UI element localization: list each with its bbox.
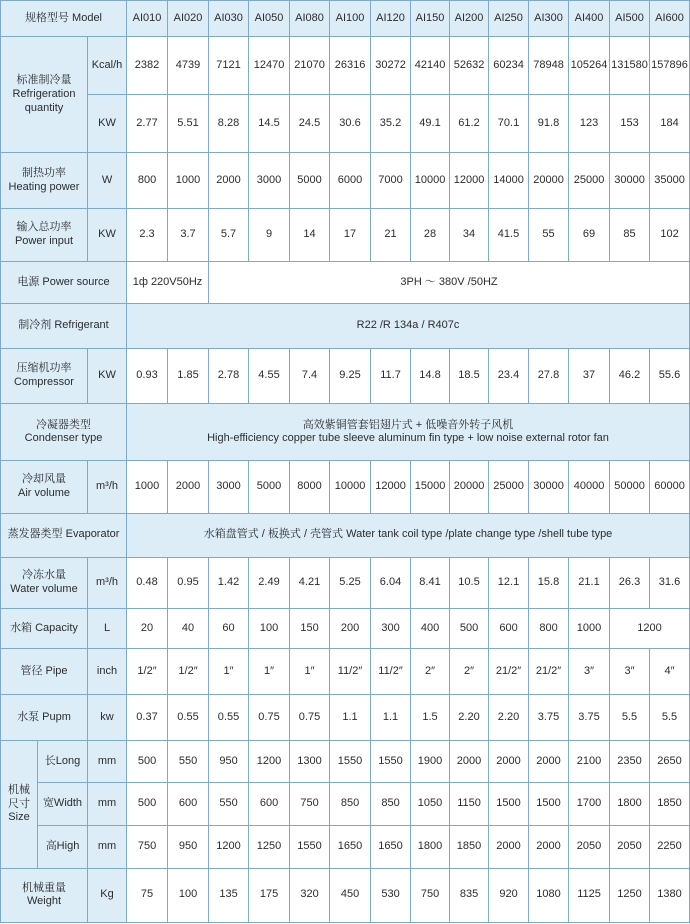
value-cell: 21 — [371, 208, 411, 261]
value-cell: 50000 — [610, 461, 650, 513]
value-cell: 40000 — [569, 461, 610, 513]
compressor-label-cn: 压缩机功率 — [16, 362, 72, 375]
value-cell: 70.1 — [489, 95, 529, 153]
value-cell: 5.25 — [330, 557, 371, 608]
value-cell: 18.5 — [450, 349, 489, 404]
value-cell: 30.6 — [330, 95, 371, 153]
compressor-label — [1, 349, 88, 404]
value-cell: 1700 — [569, 783, 610, 825]
value-cell: 2000 — [489, 825, 529, 868]
value-cell: 1800 — [411, 825, 450, 868]
value-cell: 850 — [330, 783, 371, 825]
value-cell: 920 — [489, 868, 529, 922]
value-cell: 24.5 — [290, 95, 330, 153]
value-cell: 3000 — [249, 153, 290, 208]
value-cell: 400 — [411, 608, 450, 648]
unit-cell: Kcal/h — [88, 37, 127, 95]
power-input-label — [1, 208, 88, 261]
value-cell: 0.55 — [209, 695, 249, 741]
unit-cell: L — [88, 608, 127, 648]
value-cell: 105264 — [569, 37, 610, 95]
size-label-en: Size — [8, 811, 30, 824]
refrigeration-kcal-row — [1, 37, 690, 95]
water-volume-label — [1, 557, 88, 608]
model-cell: AI150 — [411, 1, 450, 37]
value-cell: 2.20 — [450, 695, 489, 741]
value-cell: 1900 — [411, 741, 450, 783]
model-cell: AI080 — [290, 1, 330, 37]
water-volume-label-en: Water volume — [10, 582, 78, 595]
value-cell: 28 — [411, 208, 450, 261]
value-cell: 5.7 — [209, 208, 249, 261]
value-cell: 5.51 — [168, 95, 209, 153]
heating-label-cn: 制热功率 — [22, 166, 66, 179]
value-cell: 0.95 — [168, 557, 209, 608]
value-cell: 3000 — [209, 461, 249, 513]
value-cell: 5.5 — [650, 695, 690, 741]
value-cell: 11.7 — [371, 349, 411, 404]
value-cell: 78948 — [529, 37, 569, 95]
refrigerant-label: 制冷剂 Refrigerant — [1, 303, 127, 348]
value-cell: 950 — [209, 741, 249, 783]
value-cell: 0.93 — [127, 349, 168, 404]
value-cell: 2100 — [569, 741, 610, 783]
evaporator-row — [1, 513, 690, 557]
value-cell: 2.77 — [127, 95, 168, 153]
model-cell: AI010 — [127, 1, 168, 37]
value-cell: 30272 — [371, 37, 411, 95]
value-cell: 30000 — [610, 153, 650, 208]
value-cell: 14.8 — [411, 349, 450, 404]
value-cell: 200 — [330, 608, 371, 648]
water-volume-row — [1, 557, 690, 608]
unit-cell: KW — [88, 208, 127, 261]
value-cell: 131580 — [610, 37, 650, 95]
value-cell: 0.75 — [249, 695, 290, 741]
value-cell: 750 — [290, 783, 330, 825]
refrigeration-label-en: Refrigeration quantity — [12, 87, 76, 114]
value-cell: 21.1 — [569, 557, 610, 608]
value-cell: 530 — [371, 868, 411, 922]
value-cell: 4.21 — [290, 557, 330, 608]
value-cell: 1300 — [290, 741, 330, 783]
value-cell: 1000 — [569, 608, 610, 648]
value-cell: 3.7 — [168, 208, 209, 261]
size-label-cn: 机械尺寸 — [8, 783, 30, 810]
value-cell: 1/2″ — [168, 649, 209, 695]
power-source-three: 3PH ～ 380V /50HZ — [209, 261, 690, 303]
value-cell: 1080 — [529, 868, 569, 922]
value-cell: 1250 — [249, 825, 290, 868]
value-cell: 6000 — [330, 153, 371, 208]
value-cell: 9 — [249, 208, 290, 261]
condenser-row — [1, 404, 690, 461]
compressor-label-en: Compressor — [14, 376, 74, 389]
value-cell: 184 — [650, 95, 690, 153]
value-cell: 1550 — [290, 825, 330, 868]
value-cell: 37 — [569, 349, 610, 404]
value-cell: 1550 — [330, 741, 371, 783]
value-cell: 5.5 — [610, 695, 650, 741]
refrigeration-label — [1, 37, 88, 153]
value-cell: 46.2 — [610, 349, 650, 404]
value-cell: 1200 — [249, 741, 290, 783]
refrigeration-label-cn: 标准制冷量 — [16, 74, 72, 87]
value-cell: 12000 — [450, 153, 489, 208]
value-cell: 2000 — [529, 825, 569, 868]
value-cell: 950 — [168, 825, 209, 868]
value-cell: 20000 — [529, 153, 569, 208]
weight-label — [1, 868, 88, 922]
value-cell: 14000 — [489, 153, 529, 208]
value-cell: 10000 — [411, 153, 450, 208]
value-cell: 500 — [450, 608, 489, 648]
value-cell: 2000 — [450, 741, 489, 783]
heating-label-en: Heating power — [8, 180, 80, 193]
model-cell: AI120 — [371, 1, 411, 37]
air-volume-label-cn: 冷却风量 — [22, 473, 66, 486]
value-cell: 21/2″ — [489, 649, 529, 695]
value-cell: 8.41 — [411, 557, 450, 608]
power-input-row — [1, 208, 690, 261]
value-cell: 153 — [610, 95, 650, 153]
value-cell: 157896 — [650, 37, 690, 95]
value-cell: 7121 — [209, 37, 249, 95]
unit-cell: m³/h — [88, 461, 127, 513]
value-cell: 17 — [330, 208, 371, 261]
condenser-value — [127, 404, 690, 461]
value-cell: 91.8 — [529, 95, 569, 153]
value-cell: 41.5 — [489, 208, 529, 261]
value-cell: 30000 — [529, 461, 569, 513]
power-source-row — [1, 261, 690, 303]
value-cell: 11/2″ — [330, 649, 371, 695]
value-cell: 27.8 — [529, 349, 569, 404]
value-cell: 1000 — [127, 461, 168, 513]
value-cell: 1″ — [249, 649, 290, 695]
value-cell: 1.42 — [209, 557, 249, 608]
model-cell: AI250 — [489, 1, 529, 37]
value-cell: 2.3 — [127, 208, 168, 261]
value-cell: 2050 — [569, 825, 610, 868]
value-cell: 3.75 — [569, 695, 610, 741]
value-cell: 20000 — [450, 461, 489, 513]
value-cell: 2″ — [411, 649, 450, 695]
condenser-label-en: Condenser type — [24, 432, 103, 445]
value-cell: 52632 — [450, 37, 489, 95]
power-input-label-en: Power input — [14, 234, 74, 247]
value-cell: 40 — [168, 608, 209, 648]
capacity-row — [1, 608, 690, 648]
value-cell: 320 — [290, 868, 330, 922]
value-cell: 600 — [489, 608, 529, 648]
refrigerant-row — [1, 303, 690, 348]
model-cell: AI050 — [249, 1, 290, 37]
value-cell: 1″ — [209, 649, 249, 695]
value-cell: 2.20 — [489, 695, 529, 741]
value-cell: 3.75 — [529, 695, 569, 741]
power-source-label: 电源 Power source — [1, 261, 127, 303]
value-cell: 3″ — [569, 649, 610, 695]
model-label: 规格型号 Model — [1, 1, 127, 37]
value-cell: 750 — [127, 825, 168, 868]
size-high-label: 高High — [38, 825, 88, 868]
value-cell: 0.37 — [127, 695, 168, 741]
value-cell: 1850 — [650, 783, 690, 825]
value-cell: 21070 — [290, 37, 330, 95]
unit-cell: KW — [88, 95, 127, 153]
size-width-label: 宽Width — [38, 783, 88, 825]
value-cell: 26.3 — [610, 557, 650, 608]
value-cell: 300 — [371, 608, 411, 648]
value-cell: 25000 — [489, 461, 529, 513]
condenser-label — [1, 404, 127, 461]
value-cell: 835 — [450, 868, 489, 922]
value-cell: 69 — [569, 208, 610, 261]
value-cell: 850 — [371, 783, 411, 825]
unit-cell: m³/h — [88, 557, 127, 608]
size-high-row — [1, 825, 690, 868]
value-cell: 35000 — [650, 153, 690, 208]
evaporator-value: 水箱盘管式 / 板换式 / 壳管式 Water tank coil type /plate change type /shell tube type — [127, 513, 690, 557]
compressor-row — [1, 349, 690, 404]
value-cell: 2650 — [650, 741, 690, 783]
size-long-label: 长Long — [38, 741, 88, 783]
value-cell: 11/2″ — [371, 649, 411, 695]
capacity-label: 水箱 Capacity — [1, 608, 88, 648]
value-cell: 42140 — [411, 37, 450, 95]
water-volume-label-cn: 冷冻水量 — [22, 569, 66, 582]
value-cell: 10000 — [330, 461, 371, 513]
value-cell: 100 — [249, 608, 290, 648]
value-cell: 550 — [209, 783, 249, 825]
value-cell: 500 — [127, 741, 168, 783]
value-cell: 7.4 — [290, 349, 330, 404]
value-cell: 14.5 — [249, 95, 290, 153]
value-cell: 550 — [168, 741, 209, 783]
value-cell: 15.8 — [529, 557, 569, 608]
size-label — [1, 741, 38, 868]
weight-label-cn: 机械重量 — [22, 881, 66, 894]
value-cell: 2000 — [209, 153, 249, 208]
air-volume-label-en: Air volume — [18, 487, 70, 500]
value-cell: 7000 — [371, 153, 411, 208]
value-cell: 1.1 — [330, 695, 371, 741]
value-cell: 1″ — [290, 649, 330, 695]
value-cell: 750 — [411, 868, 450, 922]
value-cell: 0.48 — [127, 557, 168, 608]
unit-cell: mm — [88, 741, 127, 783]
value-cell: 1050 — [411, 783, 450, 825]
value-cell: 4″ — [650, 649, 690, 695]
value-cell: 60234 — [489, 37, 529, 95]
value-cell: 5000 — [249, 461, 290, 513]
value-cell: 35.2 — [371, 95, 411, 153]
value-cell: 1650 — [330, 825, 371, 868]
value-cell: 85 — [610, 208, 650, 261]
value-cell: 8.28 — [209, 95, 249, 153]
value-cell: 1650 — [371, 825, 411, 868]
unit-cell: inch — [88, 649, 127, 695]
heating-label — [1, 153, 88, 208]
value-cell: 6.04 — [371, 557, 411, 608]
value-cell: 2250 — [650, 825, 690, 868]
value-cell: 0.75 — [290, 695, 330, 741]
heating-row — [1, 153, 690, 208]
value-cell: 800 — [127, 153, 168, 208]
value-cell: 75 — [127, 868, 168, 922]
value-cell: 55.6 — [650, 349, 690, 404]
value-cell: 2000 — [168, 461, 209, 513]
value-cell: 21/2″ — [529, 649, 569, 695]
value-cell: 4.55 — [249, 349, 290, 404]
unit-cell: mm — [88, 783, 127, 825]
value-cell: 14 — [290, 208, 330, 261]
value-cell: 1125 — [569, 868, 610, 922]
value-cell: 2000 — [529, 741, 569, 783]
value-cell: 49.1 — [411, 95, 450, 153]
value-cell: 175 — [249, 868, 290, 922]
value-cell: 1.85 — [168, 349, 209, 404]
value-cell: 2000 — [489, 741, 529, 783]
evaporator-label: 蒸发器类型 Evaporator — [1, 513, 127, 557]
value-cell: 450 — [330, 868, 371, 922]
value-cell: 2350 — [610, 741, 650, 783]
value-cell: 8000 — [290, 461, 330, 513]
model-cell: AI030 — [209, 1, 249, 37]
condenser-value-en: High-efficiency copper tube sleeve aluminum fin type + low noise external rotor fan — [207, 432, 609, 445]
size-long-row — [1, 741, 690, 783]
refrigerant-value: R22 /R 134a / R407c — [127, 303, 690, 348]
model-cell: AI020 — [168, 1, 209, 37]
power-input-label-cn: 输入总功率 — [16, 220, 72, 233]
value-cell: 1550 — [371, 741, 411, 783]
value-cell: 1000 — [168, 153, 209, 208]
model-cell: AI200 — [450, 1, 489, 37]
condenser-value-cn: 高效紫铜管套铝翅片式 + 低噪音外转子风机 — [302, 418, 514, 431]
value-cell: 2.49 — [249, 557, 290, 608]
header-row — [1, 1, 690, 37]
unit-cell: KW — [88, 349, 127, 404]
value-cell: 600 — [249, 783, 290, 825]
value-cell: 1200 — [610, 608, 690, 648]
value-cell: 2.78 — [209, 349, 249, 404]
model-cell: AI300 — [529, 1, 569, 37]
value-cell: 5000 — [290, 153, 330, 208]
unit-cell: mm — [88, 825, 127, 868]
value-cell: 12470 — [249, 37, 290, 95]
value-cell: 1200 — [209, 825, 249, 868]
value-cell: 60 — [209, 608, 249, 648]
value-cell: 1250 — [610, 868, 650, 922]
value-cell: 9.25 — [330, 349, 371, 404]
value-cell: 25000 — [569, 153, 610, 208]
value-cell: 12000 — [371, 461, 411, 513]
value-cell: 34 — [450, 208, 489, 261]
model-cell: AI400 — [569, 1, 610, 37]
value-cell: 0.55 — [168, 695, 209, 741]
value-cell: 135 — [209, 868, 249, 922]
value-cell: 1.1 — [371, 695, 411, 741]
value-cell: 1800 — [610, 783, 650, 825]
value-cell: 1500 — [489, 783, 529, 825]
pipe-row — [1, 649, 690, 695]
value-cell: 1150 — [450, 783, 489, 825]
value-cell: 23.4 — [489, 349, 529, 404]
value-cell: 1380 — [650, 868, 690, 922]
refrigeration-kw-row — [1, 95, 690, 153]
value-cell: 2″ — [450, 649, 489, 695]
pump-label: 水泵 Pupm — [1, 695, 88, 741]
value-cell: 1.5 — [411, 695, 450, 741]
value-cell: 2050 — [610, 825, 650, 868]
value-cell: 800 — [529, 608, 569, 648]
value-cell: 10.5 — [450, 557, 489, 608]
unit-cell: Kg — [88, 868, 127, 922]
unit-cell: kw — [88, 695, 127, 741]
value-cell: 150 — [290, 608, 330, 648]
weight-row — [1, 868, 690, 922]
pump-row — [1, 695, 690, 741]
value-cell: 31.6 — [650, 557, 690, 608]
value-cell: 55 — [529, 208, 569, 261]
value-cell: 1850 — [450, 825, 489, 868]
value-cell: 1500 — [529, 783, 569, 825]
value-cell: 12.1 — [489, 557, 529, 608]
value-cell: 3″ — [610, 649, 650, 695]
value-cell: 600 — [168, 783, 209, 825]
value-cell: 2382 — [127, 37, 168, 95]
value-cell: 4739 — [168, 37, 209, 95]
value-cell: 100 — [168, 868, 209, 922]
value-cell: 123 — [569, 95, 610, 153]
model-cell: AI500 — [610, 1, 650, 37]
value-cell: 1/2″ — [127, 649, 168, 695]
value-cell: 60000 — [650, 461, 690, 513]
condenser-label-cn: 冷凝器类型 — [36, 418, 91, 431]
pipe-label: 管径 Pipe — [1, 649, 88, 695]
value-cell: 61.2 — [450, 95, 489, 153]
size-width-row — [1, 783, 690, 825]
value-cell: 20 — [127, 608, 168, 648]
value-cell: 26316 — [330, 37, 371, 95]
value-cell: 15000 — [411, 461, 450, 513]
power-source-single: 1ф 220V50Hz — [127, 261, 209, 303]
model-cell: AI600 — [650, 1, 690, 37]
unit-cell: W — [88, 153, 127, 208]
value-cell: 102 — [650, 208, 690, 261]
model-cell: AI100 — [330, 1, 371, 37]
value-cell: 500 — [127, 783, 168, 825]
air-volume-row — [1, 461, 690, 513]
air-volume-label — [1, 461, 88, 513]
weight-label-en: Weight — [26, 895, 62, 908]
